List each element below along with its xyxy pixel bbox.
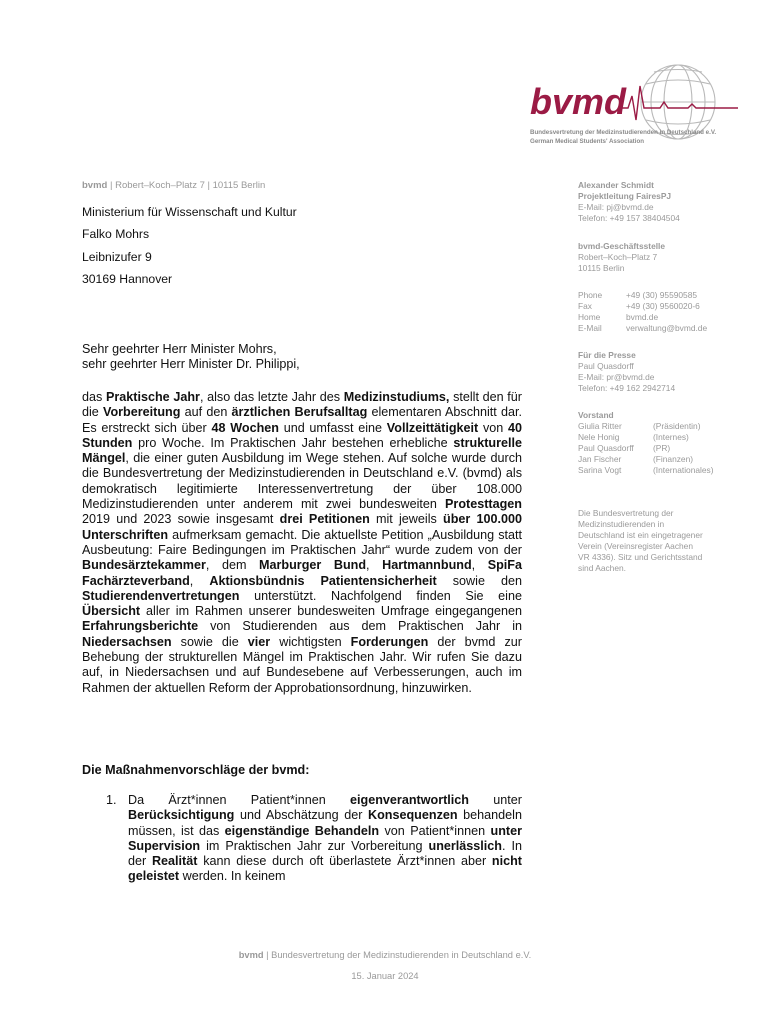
emphasis-text: Vorbereitung bbox=[103, 405, 181, 420]
emphasis-text: Praktische Jahr bbox=[105, 390, 200, 404]
text-run: von Patient*innen bbox=[379, 823, 491, 838]
sender-line bbox=[82, 180, 265, 191]
board-member-name: Nele Honig bbox=[578, 432, 620, 442]
contact-name: Alexander Schmidt bbox=[578, 180, 654, 190]
contact-phone: Telefon: +49 157 38404504 bbox=[578, 213, 680, 223]
emphasis-text: Medizinstudiums, bbox=[343, 390, 450, 404]
board-member-role: (PR) bbox=[653, 443, 671, 453]
board-member-role: (Internes) bbox=[653, 432, 689, 442]
recipient-line: Ministerium für Wissenschaft und Kultur bbox=[82, 205, 297, 219]
logo-wordmark: bvmd bbox=[530, 81, 627, 122]
board-member bbox=[578, 465, 728, 476]
section-heading: Die Maßnahmenvorschläge der bvmd: bbox=[82, 763, 310, 777]
emphasis-text: nicht geleistet bbox=[128, 854, 522, 884]
emphasis-text: Aktionsbündnis Patientensicherheit bbox=[209, 573, 437, 588]
office-city: 10115 Berlin bbox=[578, 263, 625, 273]
text-run: kann diese durch oft überlastete Ärzt*innen aber bbox=[197, 854, 492, 869]
emphasis-text: unter Supervision bbox=[128, 823, 522, 853]
board-member-name: Paul Quasdorff bbox=[578, 443, 634, 453]
emphasis-text: vier bbox=[247, 634, 271, 649]
recipient-address bbox=[82, 201, 297, 290]
emphasis-text: Studierendenvertretungen bbox=[82, 588, 240, 603]
text-run: mit jeweils bbox=[369, 512, 443, 527]
text-run: auf den bbox=[180, 405, 232, 420]
legal-line: sind Aachen. bbox=[578, 563, 626, 573]
letter-body bbox=[82, 390, 522, 696]
board-member bbox=[578, 454, 728, 465]
globe-logo-graphic bbox=[528, 62, 744, 154]
recipient-line: Falko Mohrs bbox=[82, 227, 150, 242]
sender-brand: bvmd bbox=[82, 180, 108, 191]
list-item-text bbox=[128, 793, 522, 885]
emphasis-text: Forderungen bbox=[350, 634, 429, 649]
legal-line: Medizinstudierenden in bbox=[578, 519, 665, 529]
emphasis-text: Niedersachsen bbox=[82, 634, 172, 649]
detail-value[interactable]: bvmd.de bbox=[626, 312, 659, 322]
text-run: wichtigsten bbox=[270, 634, 351, 649]
emphasis-text: Marburger Bund bbox=[259, 558, 367, 573]
text-run: stellt den für die bbox=[82, 390, 522, 420]
detail-value[interactable]: verwaltung@bvmd.de bbox=[626, 323, 708, 333]
text-run: behandeln müssen, ist das bbox=[128, 808, 522, 838]
emphasis-text: Konsequenzen bbox=[368, 808, 458, 823]
emphasis-text: Hartmannbund bbox=[382, 558, 472, 573]
text-run: der bvmd zur Behebung der strukturellen Mängel im Praktischen Jahr. Wir rufen Sie dazu auf, in Niedersachsen und auf Bundesebene auf Verbesserungen, auch im Rahmen der aktuellen Reform der Approbationsordnung, hinzuwirken. bbox=[82, 634, 522, 695]
emphasis-text: Vollzeittätigkeit bbox=[386, 420, 479, 435]
press-email[interactable]: E-Mail: pr@bvmd.de bbox=[578, 372, 655, 382]
board-member-name: Sarina Vogt bbox=[578, 465, 622, 475]
emphasis-text: 40 Stunden bbox=[82, 420, 522, 450]
emphasis-text: ärztlichen Berufsalltag bbox=[231, 405, 368, 420]
text-run: von Studierenden aus dem Praktischen Jahr in bbox=[198, 619, 522, 634]
recipient-line: 30169 Hannover bbox=[82, 271, 173, 286]
text-run: von bbox=[478, 420, 508, 435]
board-block bbox=[578, 410, 728, 476]
contact-block bbox=[578, 180, 728, 224]
detail-key: Home bbox=[578, 312, 601, 322]
details-block bbox=[578, 290, 728, 334]
board-member-role: (Finanzen) bbox=[653, 454, 694, 464]
text-run: unter bbox=[469, 793, 522, 807]
board-member-role: (Internationales) bbox=[653, 465, 714, 475]
text-run: und Abschätzung der bbox=[234, 808, 368, 823]
office-title: bvmd-Geschäftsstelle bbox=[578, 241, 666, 251]
board-member-role: (Präsidentin) bbox=[653, 421, 701, 431]
emphasis-text: 48 Wochen bbox=[211, 420, 279, 435]
office-block bbox=[578, 241, 728, 274]
footer-brand: bvmd bbox=[238, 950, 264, 960]
salutation bbox=[82, 342, 300, 373]
text-run: , bbox=[366, 558, 383, 573]
contact-email[interactable]: E-Mail: pj@bvmd.de bbox=[578, 202, 654, 212]
legal-line: VR 4336). Sitz und Gerichtsstand bbox=[578, 552, 703, 562]
emphasis-text: SpiFa Fachärzteverband bbox=[82, 558, 523, 588]
numbered-list bbox=[108, 793, 522, 885]
emphasis-text: Protesttagen bbox=[445, 497, 522, 512]
text-run: , bbox=[189, 573, 210, 588]
press-phone: Telefon: +49 162 2942714 bbox=[578, 383, 676, 393]
body-paragraph bbox=[82, 390, 522, 696]
legal-line: Verein (Vereinsregister Aachen bbox=[578, 541, 693, 551]
text-run: das bbox=[82, 390, 106, 404]
bvmd-logo bbox=[528, 62, 744, 154]
logo-line1: Bundesvertretung der Medizinstudierenden in Deutschland e.V. bbox=[530, 129, 717, 136]
footer-date: 15. Januar 2024 bbox=[351, 971, 419, 981]
list-number: 1. bbox=[106, 793, 117, 807]
emphasis-text: eigenständige Behandeln bbox=[224, 823, 380, 838]
office-street: Robert–Koch–Platz 7 bbox=[578, 252, 658, 262]
footer-text: | Bundesvertretung der Medizinstudierenden in Deutschland e.V. bbox=[263, 950, 532, 960]
board-member bbox=[578, 443, 728, 454]
emphasis-text: über 100.000 Unterschriften bbox=[82, 512, 523, 542]
text-run: und umfasst eine bbox=[278, 420, 387, 435]
text-run: aufmerksam gemacht. Die aktuellste Petition „Ausbildung statt Ausbeutung: Faire Bedingungen im Praktischen Jahr“ wurde zudem von der bbox=[82, 527, 522, 557]
emphasis-text: unerlässlich bbox=[428, 838, 502, 853]
legal-line: Deutschland ist ein eingetragener bbox=[578, 530, 703, 540]
detail-row bbox=[578, 290, 728, 301]
text-run: sowie den bbox=[436, 573, 523, 588]
text-run: Da Ärzt*innen Patient*innen bbox=[128, 793, 351, 807]
emphasis-text: Erfahrungsberichte bbox=[82, 619, 199, 634]
board-member bbox=[578, 421, 728, 432]
detail-row bbox=[578, 312, 728, 323]
text-run: , also das letzte Jahr des bbox=[199, 390, 344, 404]
emphasis-text: Bundesärztekammer bbox=[82, 558, 206, 573]
salutation-line: Sehr geehrter Herr Minister Mohrs, bbox=[82, 342, 277, 356]
detail-row bbox=[578, 301, 728, 312]
salutation-line: sehr geehrter Herr Minister Dr. Philippi, bbox=[82, 357, 300, 372]
emphasis-text: Realität bbox=[151, 854, 198, 869]
text-run: , dem bbox=[205, 558, 260, 573]
text-run: sowie die bbox=[171, 634, 248, 649]
text-run: , die einer guten Ausbildung im Wege stehen. Auf solche wurde durch die Bundesvertretung der Medizinstudierenden in Deutschland e.V. (bvmd) als demokratisch legitimierte Interessenvertretung der über 108.000 Medizinstudierenden unter anderem mit zwei bundesweiten bbox=[82, 451, 522, 512]
text-run: , bbox=[471, 558, 488, 573]
emphasis-text: Berücksichtigung bbox=[128, 808, 235, 823]
legal-line: Die Bundesvertretung der bbox=[578, 508, 674, 518]
text-run: pro Woche. Im Praktischen Jahr bestehen erhebliche bbox=[132, 435, 454, 450]
text-run: werden. In keinem bbox=[179, 869, 286, 884]
board-member-name: Jan Fischer bbox=[578, 454, 622, 464]
emphasis-text: Übersicht bbox=[82, 604, 141, 619]
text-run: 2019 und 2023 sowie insgesamt bbox=[82, 512, 280, 527]
board-title: Vorstand bbox=[578, 410, 614, 420]
legal-block bbox=[578, 508, 728, 574]
footer-line bbox=[0, 950, 770, 960]
detail-key: Phone bbox=[578, 290, 603, 300]
detail-value: +49 (30) 95590585 bbox=[626, 290, 698, 300]
contact-role: Projektleitung FairesPJ bbox=[578, 191, 672, 201]
press-block bbox=[578, 350, 728, 394]
text-run: im Praktischen Jahr zur Vorbereitung bbox=[200, 838, 429, 853]
text-run: aller im Rahmen unserer bundesweiten Umfrage eingegangenen bbox=[140, 604, 522, 619]
board-member bbox=[578, 432, 728, 443]
emphasis-text: eigenverantwortlich bbox=[350, 793, 469, 807]
emphasis-text: strukturelle Mängel bbox=[82, 435, 522, 466]
detail-key: Fax bbox=[578, 301, 592, 311]
press-title: Für die Presse bbox=[578, 350, 636, 360]
text-run: . In der bbox=[128, 838, 522, 869]
text-run: unterstützt. Nachfolgend finden Sie eine bbox=[239, 588, 522, 603]
detail-value: +49 (30) 9560020-6 bbox=[626, 301, 700, 311]
text-run: elementaren Abschnitt dar. Es erstreckt sich über bbox=[82, 405, 522, 435]
press-name: Paul Quasdorff bbox=[578, 361, 634, 371]
detail-key: E-Mail bbox=[578, 323, 602, 333]
detail-row bbox=[578, 323, 728, 334]
emphasis-text: drei Petitionen bbox=[279, 512, 370, 527]
board-member-name: Giulia Ritter bbox=[578, 421, 622, 431]
sender-address: | Robert–Koch–Platz 7 | 10115 Berlin bbox=[107, 180, 266, 191]
recipient-line: Leibnizufer 9 bbox=[82, 249, 152, 264]
logo-line2: German Medical Students' Association bbox=[530, 138, 645, 145]
